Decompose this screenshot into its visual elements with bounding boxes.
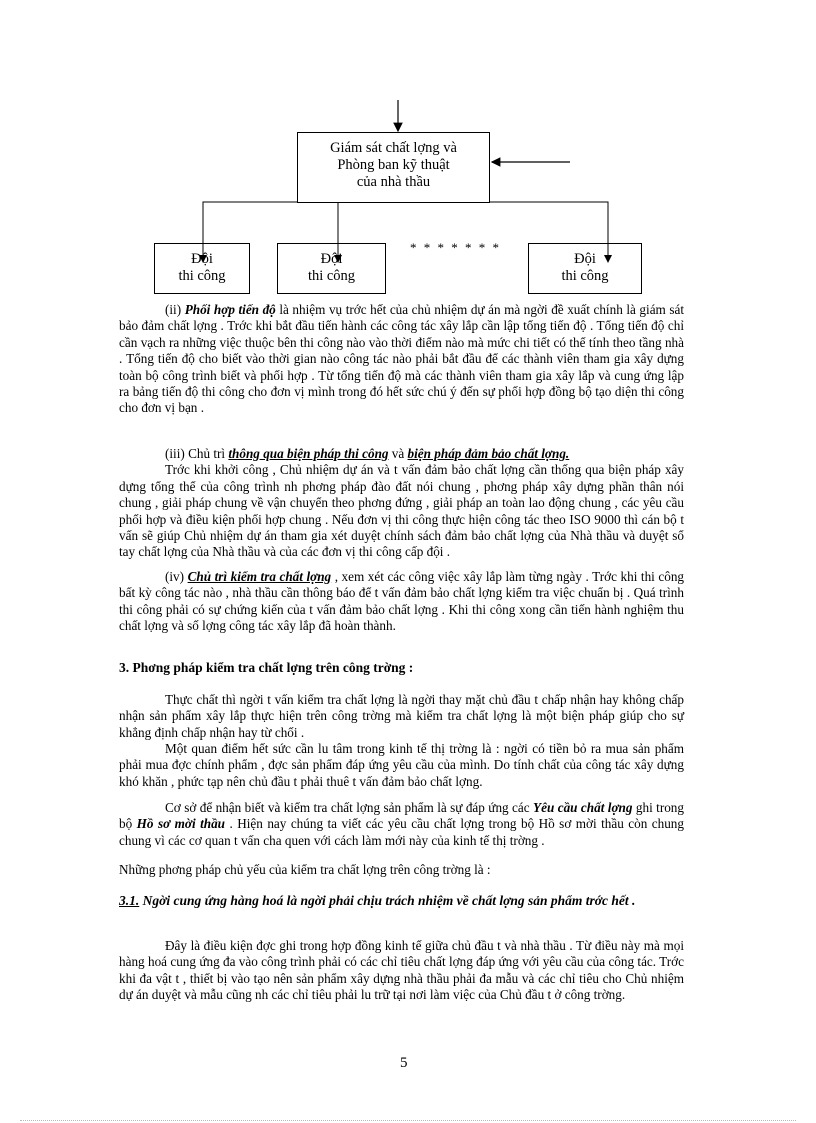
ellipsis-stars: * * * * * * * xyxy=(410,240,501,255)
p3-prefix: (iv) xyxy=(165,569,188,584)
p2-bold-2: biện pháp đảm bảo chất lợng. xyxy=(407,446,570,461)
team-box-left-line-1: Đội xyxy=(191,251,213,267)
p3-bold: Chủ trì kiểm tra chất lợng xyxy=(187,569,332,584)
p6-bold-1: Yêu cầu chất lợng xyxy=(533,800,633,815)
diagram-arrow-overlay xyxy=(0,0,816,300)
heading-3-1-number: 3.1. xyxy=(119,893,140,908)
paragraph-construction-method xyxy=(119,446,684,561)
paragraph-quality-inspection xyxy=(119,569,684,635)
p2-mid: và xyxy=(388,446,408,461)
supervision-box-line-2: Phòng ban kỹ thuật xyxy=(337,157,450,173)
section-heading-3: 3. Phơng pháp kiểm tra chất lợng trên công trờng : xyxy=(119,660,414,675)
supervision-box-line-3: của nhà thầu xyxy=(356,174,431,190)
paragraph-market-view: Một quan điểm hết sức cần lu tâm trong kinh tế thị trờng là : ngời có tiền bỏ ra mua sản phẩm phải mua đợc chính phẩm , đợc sản phẩm đáp ứng yêu cầu của mình. Do tính chất của công tác xây dựng khó khăn , phức tạp nên chủ đầu t phải thuê t vấn đảm bảo chất lợng. xyxy=(119,741,684,789)
section-heading-3-1 xyxy=(119,893,684,909)
team-box-right-line-2: thi công xyxy=(561,268,609,284)
p2-body: Trớc khi khởi công , Chủ nhiệm dự án và t vấn đảm bảo chất lợng cần thống qua biện pháp xây dựng tổng thể của công trình nh phơng pháp đào đất nói chung , phơng pháp xây dựng phần thân nói chung , giải pháp chung về vận chuyển theo phơng đứng , giải pháp an toàn lao động chung , các yêu cầu phối hợp và điều kiện phối hợp chung . Nếu đơn vị thi công thực hiện công tác theo ISO 9000 thì cán bộ t vấn sẽ giúp Chủ nhiệm dự án tham gia xét duyệt chính sách đảm bảo chất lợng của Nhà thầu và duyệt sổ tay chất lợng của Nhà thầu và của các đơn vị thi công cấp đội . xyxy=(119,462,684,560)
p6-rest: . Hiện nay chúng ta viết các yêu cầu chất lợng trong bộ Hồ sơ mời thầu còn chung chung vì các cơ quan t vấn cha quen với cách làm mới này của kinh tế thị trờng . xyxy=(119,816,684,848)
supervision-box-line-1: Giám sát chất lợng và xyxy=(330,140,457,156)
p3-rest: , xem xét các công việc xây lắp làm từng ngày . Trớc khi thi công bất kỳ công tác nào , nhà thầu cần thông báo để t vấn đảm bảo chất lợng kiểm tra việc chuẩn bị . Quá trình thi công phải có sự chứng kiến của t vấn đảm bảo chất lợng . Khi thi công xong cần tiến hành nghiệm thu chất lợng và số lợng công tác xây lắp đã hoàn thành. xyxy=(119,569,685,634)
page-number: 5 xyxy=(400,1055,408,1071)
paragraph-methods-intro: Những phơng pháp chủ yếu của kiểm tra chất lợng trên công trờng là : xyxy=(119,862,491,877)
p2-prefix: (iii) Chủ trì xyxy=(165,446,229,461)
p2-heading-line xyxy=(119,446,684,462)
paragraph-requirements xyxy=(119,800,684,849)
p6-pre: Cơ sở để nhận biết và kiểm tra chất lợng sản phẩm là sự đáp ứng các xyxy=(165,800,534,815)
page-bottom-divider xyxy=(20,1120,796,1121)
paragraph-supplier-responsibility: Đây là điều kiện đợc ghi trong hợp đồng kinh tế giữa chủ đầu t và nhà thầu . Từ điều này mà mọi hàng hoá cung ứng đa vào công trình phải có các chỉ tiêu chất lợng đáp ứng với yêu cầu của công tác. Trớc khi đa vật t , thiết bị vào tạo nên sản phẩm xây dựng nhà thầu phải đa mẫu và các chỉ tiêu cho Chủ nhiệm dự án duyệt và mẫu cũng nh các chỉ tiêu phải lu trữ tại nơi làm việc của Chủ đầu t ở công trờng. xyxy=(119,938,684,1003)
team-box-right-line-1: Đội xyxy=(574,251,596,267)
p6-mid: ghi trong bộ xyxy=(119,800,684,832)
p2-bold-1: thông qua biện pháp thi công xyxy=(228,446,389,461)
p1-rest: là nhiệm vụ trớc hết của chủ nhiệm dự án mà ngời đề xuất chính là giám sát bảo đảm chất lợng . Trớc khi bắt đầu tiến hành các công tác xây lắp cần lập tổng tiến độ . Tổng tiến độ chỉ cần vạch ra những việc thuộc bên thi công nào vào thời điểm nào mà mức chi tiết có thể tính theo tầng nhà . Tổng tiến độ cho biết vào thời gian nào công tác nào phải bắt đầu để các thành viên tham gia xây dựng toàn bộ công trình biết và phối hợp . Từ tổng tiến độ mà các thành viên tham gia xây lắp và cung ứng lập ra bảng tiến độ thi công cho đơn vị mình trong đó hết sức chú ý đến sự phối hợp đồng bộ tạo diện thi công cho đơn vị bạn . xyxy=(119,302,685,416)
team-box-left-line-2: thi công xyxy=(178,268,226,284)
p6-bold-2: Hồ sơ mời thầu xyxy=(136,816,226,832)
team-box-middle-line-1: Đội xyxy=(320,251,343,267)
paragraph-coordination xyxy=(119,302,684,417)
heading-3-1-text: Ngời cung ứng hàng hoá là ngời phải chịu trách nhiệm về chất lợng sản phẩm trớc hết . xyxy=(139,893,636,908)
p1-bold: Phối hợp tiến độ xyxy=(184,302,276,317)
p1-prefix: (ii) xyxy=(165,302,182,317)
team-box-middle-line-2: thi công xyxy=(307,268,356,284)
paragraph-essence: Thực chất thì ngời t vấn kiểm tra chất lợng là ngời thay mặt chủ đầu t chấp nhận hay không chấp nhận sản phẩm xây lắp thực hiện trên công trờng mà kiểm tra chất lợng là một biện pháp giúp cho sự khẳng định chấp nhận hay từ chối . xyxy=(119,692,684,740)
